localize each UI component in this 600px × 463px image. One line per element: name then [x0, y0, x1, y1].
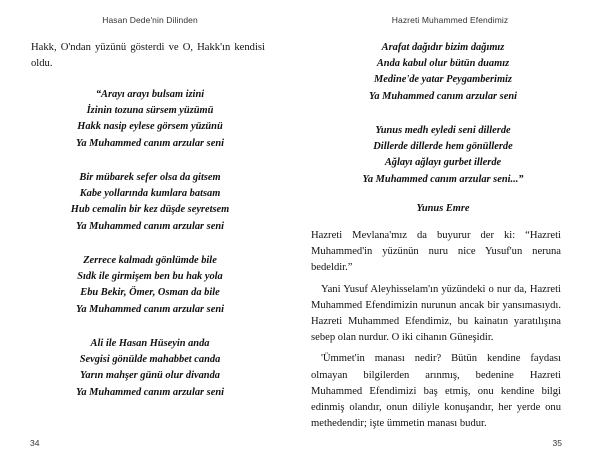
poem-line: Ya Muhammed canım arzular seni: [75, 386, 224, 398]
poem-line: Arafat dağıdır bizim dağımız: [381, 42, 505, 53]
poem-line: Bir mübarek sefer olsa da gitsem: [79, 172, 221, 183]
poem-stanza-3: [0, 253, 300, 318]
poem-line: Hub cemalin bir kez düşde seyretsem: [70, 204, 230, 216]
running-head: Hasan Dede'nin Dilinden: [102, 15, 198, 25]
poem-line: Dillerde dillerde hem gönüllerde: [373, 141, 513, 153]
poem-line: Ebu Bekir, Ömer, Osman da bile: [80, 287, 220, 299]
poem-line: “Arayı arayı bulsam izini: [95, 89, 205, 100]
poem-line: Anda kabul olur bütün duamız: [376, 58, 510, 70]
body-paragraph: Hazreti Mevlana'mız da buyurur der ki: “Hazreti Muhammed'in yüzünün nuru nice Yusuf'un neruna bedeldir.”: [311, 230, 561, 274]
poem-author: Yunus Emre: [416, 203, 470, 214]
intro-text: Hakk, O'ndan yüzünü gösterdi ve O, Hakk'ın kendisi oldu.: [31, 42, 265, 70]
body-paragraph: 'Ümmet'in manası nedir? Bütün kendine faydası olmayan bilgilerden arınmış, bedenine Hazreti Muhammed Efendimizi baş etmiş, onu kendine bilgi edinmiş olandır, onun diliyle konuşandır, her yerde onu methedendir; işte ümmetin manası budur.: [311, 353, 561, 430]
poem-stanza-2: [0, 170, 300, 235]
poem-line: Ya Muhammed canım arzular seni...”: [362, 173, 524, 185]
poem-line: Yarın mahşer günü olur divanda: [80, 370, 220, 382]
body-text: [311, 228, 561, 432]
poem-line: Ya Muhammed canım arzular seni: [75, 137, 224, 149]
poem-line: Ya Muhammed canım arzular seni: [75, 220, 224, 232]
intro-paragraph: [31, 40, 265, 72]
poem-line: Yunus medh eyledi seni dillerde: [375, 125, 511, 136]
poem-line: İzinin tozuna sürsem yüzümü: [86, 105, 214, 117]
right-page: [300, 0, 600, 463]
poem-line: Hakk nasip eylese görsem yüzünü: [77, 121, 223, 133]
poem-line: Sıdk ile girmişem ben bu hak yola: [77, 271, 223, 283]
poem-line: Kabe yollarında kumlara batsam: [79, 188, 221, 200]
page-number: 35: [552, 438, 562, 448]
body-paragraph: Yani Yusuf Aleyhisselam'ın yüzündeki o nur da, Hazreti Muhammed Efendimizin nurunun ancak bir yansımasıydı. Hazreti Muhammed Efendimiz, bu kainatın yaratılışına sebep olan nurdur. O iki cihanın Güneşidir.: [311, 283, 561, 344]
poem-line: Zerrece kalmadı gönlümde bile: [83, 255, 217, 266]
page-number: 34: [30, 438, 40, 448]
poem-line: Sevgisi gönülde mahabbet canda: [79, 354, 221, 366]
poem-stanza-4: [0, 336, 300, 401]
poem-line: Ya Muhammed canım arzular seni: [75, 303, 224, 315]
poem-stanza-5: [300, 40, 586, 105]
poem-line: Ya Muhammed canım arzular seni: [368, 90, 517, 102]
poem-stanza-6: [300, 123, 586, 188]
poem-line: Ali ile Hasan Hüseyin anda: [90, 338, 210, 349]
poem-line: Ağlayı ağlayı gurbet illerde: [384, 157, 502, 169]
poem-line: Medine'de yatar Peygamberimiz: [374, 74, 512, 86]
poem-stanza-1: [0, 87, 300, 152]
running-head: Hazreti Muhammed Efendimiz: [391, 15, 509, 25]
